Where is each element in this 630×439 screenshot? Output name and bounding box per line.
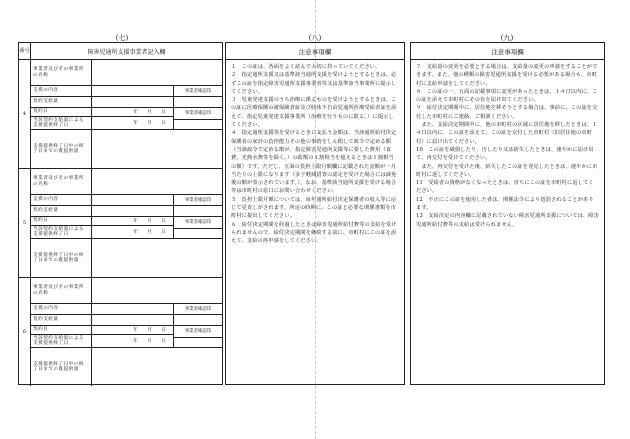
end-date-field[interactable]: 年 月 日 bbox=[133, 121, 170, 126]
note-paragraph: １ この証は、各面をよく読んで大切に持っていてください。 bbox=[231, 64, 381, 70]
contract-date-label: 契約日 bbox=[31, 217, 92, 225]
confirm-stamp-label: 事業者確認印 bbox=[174, 217, 222, 229]
contract-amount-label: 契約支給量 bbox=[31, 97, 92, 107]
used-amount-field[interactable] bbox=[92, 348, 222, 386]
notes-panel-9 bbox=[410, 42, 605, 385]
provider-entry-panel bbox=[18, 42, 223, 385]
note-paragraph: ６ 給付決定期間を経過したときは障害児通所給付費等の支給を受けられませんので、給付決定期間を継続する前に、市町村にこの証を添えて、支給の再申請をしてください。 bbox=[231, 221, 397, 245]
stamp-box[interactable] bbox=[174, 120, 222, 130]
provider-name-field[interactable] bbox=[92, 60, 222, 85]
contract-date-field[interactable]: 年 月 日 bbox=[133, 218, 170, 224]
entry-number: 6 bbox=[19, 278, 31, 386]
contract-date-label: 契約日 bbox=[31, 108, 92, 116]
note-paragraph: ５ 負担上限月額については、毎年通所給付決定保護者の収入等に応じて見直しがされます。所定の時期に、この証と必要な関係書類を市町村に提出してください。 bbox=[231, 196, 397, 220]
used-amount-label: 支援提供終了日中の終了日までの既提供量 bbox=[31, 348, 92, 386]
page-label-8: (八) bbox=[308, 34, 322, 42]
end-date-label: 当該契約支給量による支援提供終了日 bbox=[31, 335, 92, 348]
note-paragraph: ３ 児童発達支援のうち治療に係るものを受けようとするときは、この証に医療保険の被保険者証及び肢体不自由児通所医療受給者証を添えて、指定児童発達支援事業所（治療を行うものに限る。）に提示してください。 bbox=[231, 97, 397, 129]
confirm-stamp-label: 事業者確認印 bbox=[174, 326, 222, 338]
support-content-label: 支援の内容 bbox=[31, 304, 92, 314]
used-amount-field[interactable] bbox=[92, 130, 222, 168]
note-paragraph: 11 受給者の資格がなくなったときは、直ちにこの証を市町村に返してください。 bbox=[416, 180, 594, 195]
provider-name-label: 事業者及びその事業所の名称 bbox=[31, 278, 92, 303]
end-date-field[interactable]: 年 月 日 bbox=[133, 230, 170, 235]
notes-content-8 bbox=[226, 60, 404, 249]
confirm-stamp-label: 事業者確認印 bbox=[184, 198, 212, 203]
note-paragraph: ９ 給付決定期間中に、居住地を移そうとする場合は、事前に、この証を交付した市町村にご連絡、ご相談ください。 bbox=[416, 105, 598, 120]
page-label-9: (九) bbox=[500, 34, 514, 42]
confirm-stamp-label: 事業者確認印 bbox=[184, 89, 212, 94]
note-paragraph: また、再交付を受けた後、紛失したこの証を発見したときは、速やかに市町村に返してください。 bbox=[416, 163, 598, 178]
note-paragraph: また、支給決定期間中に、他の市町村の区域に居住地を移したときは、１４日以内に、この証を添えて、この証を交付した市町村（旧居住地の市町村）に届け出てください。 bbox=[416, 122, 598, 145]
note-paragraph: 10 この証を破損したり、汚したり又は紛失したときは、速やかに届け出て、再交付を受けてください。 bbox=[416, 146, 594, 162]
note-paragraph: ７ 支給量の変更を必要とする場合は、支給量の変更の申請をすることができます。また、他の種類の障害児通所支援を受ける必要がある場合も、市町村に支給申請をしてください。 bbox=[416, 64, 598, 87]
contract-amount-label: 契約支給量 bbox=[31, 315, 92, 325]
confirm-stamp-label: 事業者確認印 bbox=[184, 307, 212, 312]
provider-entry bbox=[19, 169, 222, 278]
support-content-field[interactable] bbox=[92, 195, 174, 205]
entry-number: 4 bbox=[19, 60, 31, 168]
support-content-field[interactable] bbox=[92, 304, 174, 314]
provider-name-field[interactable] bbox=[92, 169, 222, 194]
contract-date-field[interactable]: 年 月 日 bbox=[133, 327, 170, 333]
contract-amount-field[interactable] bbox=[92, 97, 174, 107]
end-date-label: 当該契約支給量による支援提供終了日 bbox=[31, 226, 92, 239]
note-paragraph: ４ 指定通所支援等を受けるときに支払う金額は、当該通所給付決定保護者の家計の負担能力その他の事情をしん酌して政令で定める額（当該政令で定める額が、指定障害児通所支援等に要した費用（食費、光熱水費等を除く。）の総額の１割相当を超えるときは１割相当の額）です。ただし、五面の負担上限月額欄に記載された金額が一月当たりの上限になります（多子軽減措置の認定を受けた場合には減免後の額が表示されています。）。なお、基準該当通所支援を受ける場合等は市町村の窓口にお問い合わせください。 bbox=[231, 130, 397, 195]
notes-panel-8 bbox=[225, 42, 405, 385]
stamp-box[interactable] bbox=[174, 338, 222, 348]
used-amount-label: 支援提供終了日中の終了日までの既提供量 bbox=[31, 130, 92, 168]
used-amount-label: 支援提供終了日中の終了日までの既提供量 bbox=[31, 239, 92, 277]
number-header: 番号 bbox=[19, 43, 31, 59]
provider-entry bbox=[19, 278, 222, 386]
provider-panel-header bbox=[19, 43, 222, 60]
confirm-stamp-label: 事業者確認印 bbox=[174, 108, 222, 120]
notes-title-8: 注意事項欄 bbox=[226, 43, 404, 60]
support-content-label: 支援の内容 bbox=[31, 195, 92, 205]
provider-name-field[interactable] bbox=[92, 278, 222, 303]
notes-content-9 bbox=[411, 60, 604, 232]
support-content-label: 支援の内容 bbox=[31, 86, 92, 96]
note-paragraph: ２ 指定通所支援又は基準該当通所支援を受けようとするときは、必ずこの証を指定障害児通所支援事業者等又は基準該当事業所に提示してください。 bbox=[231, 72, 397, 95]
contract-date-label: 契約日 bbox=[31, 326, 92, 334]
notes-title-9: 注意事項欄 bbox=[411, 43, 604, 60]
provider-entry bbox=[19, 60, 222, 169]
support-content-field[interactable] bbox=[92, 86, 174, 96]
contract-date-field[interactable]: 年 月 日 bbox=[133, 109, 170, 115]
provider-name-label: 事業者及びその事業所の名称 bbox=[31, 60, 92, 85]
entry-number: 5 bbox=[19, 169, 31, 277]
stamp-box[interactable] bbox=[174, 97, 222, 107]
page-label-7: (七) bbox=[115, 34, 129, 42]
contract-amount-field[interactable] bbox=[92, 315, 174, 325]
note-paragraph: ８ この証の一、五面の記載事項に変更があったときは、１４日以内に、この証を添えて市町村にその旨を届け出てください。 bbox=[416, 88, 598, 104]
provider-panel-title: 障害児通所支援事業者記入欄 bbox=[87, 48, 166, 56]
note-paragraph: 13 支給決定の内容欄に記載されていない障害児通所支援については、障害児通所給付費等の支給は受けられません。 bbox=[416, 213, 599, 228]
contract-amount-label: 契約支給量 bbox=[31, 206, 92, 216]
stamp-box[interactable] bbox=[174, 315, 222, 325]
end-date-field[interactable]: 年 月 日 bbox=[133, 339, 170, 344]
end-date-label: 当該契約支給量による支援提供終了日 bbox=[31, 117, 92, 130]
provider-name-label: 事業者及びその事業所の名称 bbox=[31, 169, 92, 194]
stamp-box[interactable] bbox=[174, 206, 222, 216]
used-amount-field[interactable] bbox=[92, 239, 222, 277]
contract-amount-field[interactable] bbox=[92, 206, 174, 216]
note-paragraph: 12 不正にこの証を使用した者は、関係法令により処罰されることがあります。 bbox=[416, 196, 594, 212]
stamp-box[interactable] bbox=[174, 229, 222, 239]
